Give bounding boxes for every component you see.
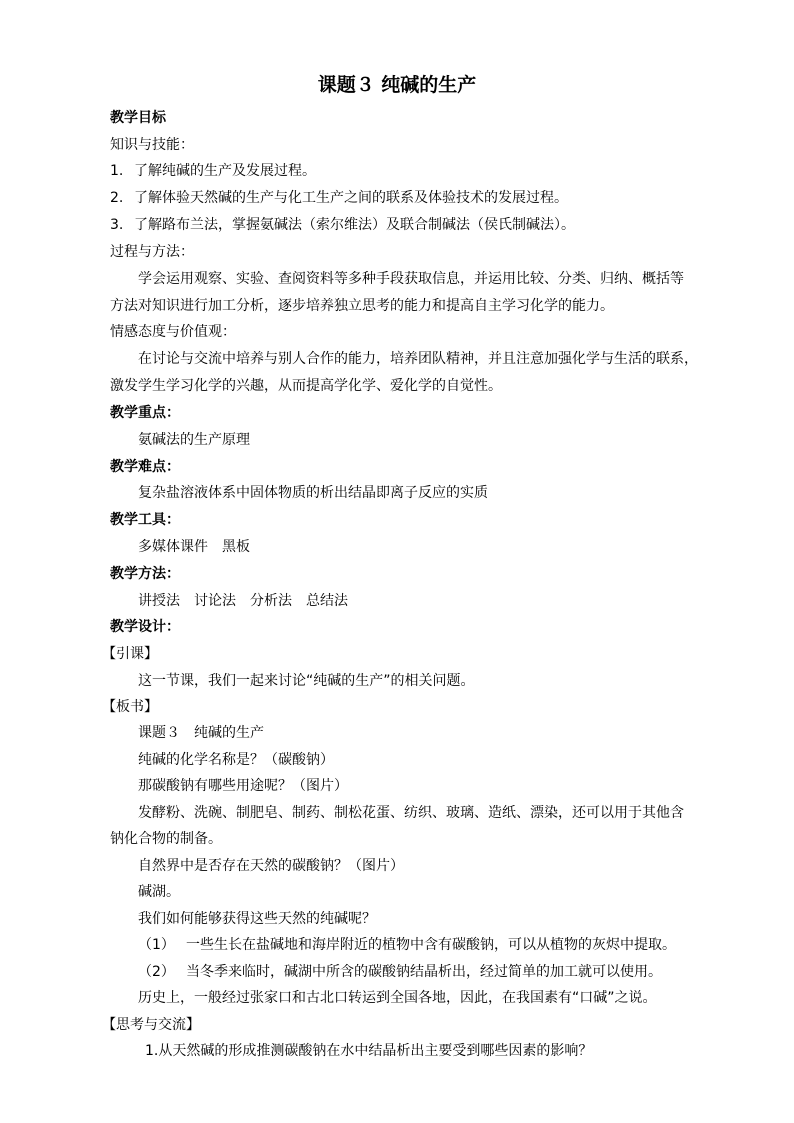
board-label: 【板书】 [102, 699, 158, 715]
key-point-heading: 教学重点： [110, 405, 180, 421]
emotion-paragraph-line: 激发学生学习化学的兴趣，从而提高学化学、爱化学的自觉性。 [110, 378, 502, 394]
point-number: （2） [138, 964, 175, 980]
method-item: 总结法 [306, 593, 348, 609]
topic-number: 课题３ [138, 725, 180, 741]
board-point [0, 962, 794, 982]
tool-item: 黑板 [222, 539, 250, 555]
board-question: 我们如何能够获得这些天然的纯碱呢？ [138, 911, 376, 927]
method-item: 分析法 [250, 593, 292, 609]
process-paragraph-line: 方法对知识进行加工分析，逐步培养独立思考的能力和提高自主学习化学的能力。 [110, 298, 614, 314]
point-text: 当冬季来临时，碱湖中所含的碳酸钠结晶析出，经过简单的加工就可以使用。 [186, 964, 662, 980]
board-answer: 碱湖。 [138, 884, 180, 900]
point-text: 一些生长在盐碱地和海岸附近的植物中含有碳酸钠，可以从植物的灰烬中提取。 [186, 937, 676, 953]
board-history: 历史上，一般经过张家口和古北口转运到全国各地，因此，在我国素有“口碱”之说。 [138, 990, 657, 1006]
board-point [0, 935, 794, 955]
topic-title: 纯碱的生产 [194, 725, 264, 741]
knowledge-item [0, 161, 794, 181]
item-text: 了解纯碱的生产及发展过程。 [134, 163, 316, 179]
item-number: 2. [110, 190, 124, 206]
methods-list [0, 591, 794, 611]
process-paragraph-line: 学会运用观察、实验、查阅资料等多种手段获取信息，并运用比较、分类、归纳、概括等 [138, 271, 684, 287]
methods-heading: 教学方法： [110, 566, 180, 582]
knowledge-item [0, 188, 794, 208]
tool-item: 多媒体课件 [138, 539, 208, 555]
intro-text: 这一节课，我们一起来讨论“纯碱的生产”的相关问题。 [138, 673, 475, 689]
item-text: 了解路布兰法，掌握氨碱法（索尔维法）及联合制碱法（侯氏制碱法）。 [134, 217, 575, 233]
board-uses-line: 钠化合物的制备。 [110, 831, 222, 847]
tools-list [0, 537, 794, 557]
knowledge-item [0, 215, 794, 235]
difficulty-heading: 教学难点： [110, 459, 180, 475]
design-heading: 教学设计： [110, 619, 180, 635]
goals-heading: 教学目标 [110, 110, 166, 126]
knowledge-label: 知识与技能： [110, 137, 194, 153]
difficulty-text: 复杂盐溶液体系中固体物质的析出结晶即离子反应的实质 [138, 485, 488, 501]
point-number: （1） [138, 937, 175, 953]
board-question: 自然界中是否存在天然的碳酸钠？（图片） [138, 858, 404, 874]
item-number: 3. [110, 217, 124, 233]
discussion-question: 1.从天然碱的形成推测碳酸钠在水中结晶析出主要受到哪些因素的影响？ [145, 1043, 593, 1059]
board-question: 那碳酸钠有哪些用途呢？（图片） [138, 778, 348, 794]
tools-heading: 教学工具： [110, 512, 180, 528]
item-text: 了解体验天然碱的生产与化工生产之间的联系及体验技术的发展过程。 [134, 190, 568, 206]
method-item: 讨论法 [194, 593, 236, 609]
board-question: 纯碱的化学名称是？（碳酸钠） [138, 752, 334, 768]
process-label: 过程与方法： [110, 244, 194, 260]
page-title: 课题３ 纯碱的生产 [317, 74, 477, 96]
item-number: 1. [110, 163, 124, 179]
emotion-paragraph-line: 在讨论与交流中培养与别人合作的能力，培养团队精神，并且注意加强化学与生活的联系， [138, 351, 698, 367]
board-topic [0, 723, 794, 743]
intro-label: 【引课】 [102, 646, 158, 662]
key-point-text: 氨碱法的生产原理 [138, 432, 250, 448]
emotion-label: 情感态度与价值观： [110, 324, 236, 340]
discussion-label: 【思考与交流】 [102, 1017, 200, 1033]
method-item: 讲授法 [138, 593, 180, 609]
board-uses-line: 发酵粉、洗碗、制肥皂、制药、制松花蛋、纺织、玻璃、造纸、漂染，还可以用于其他含 [138, 805, 684, 821]
